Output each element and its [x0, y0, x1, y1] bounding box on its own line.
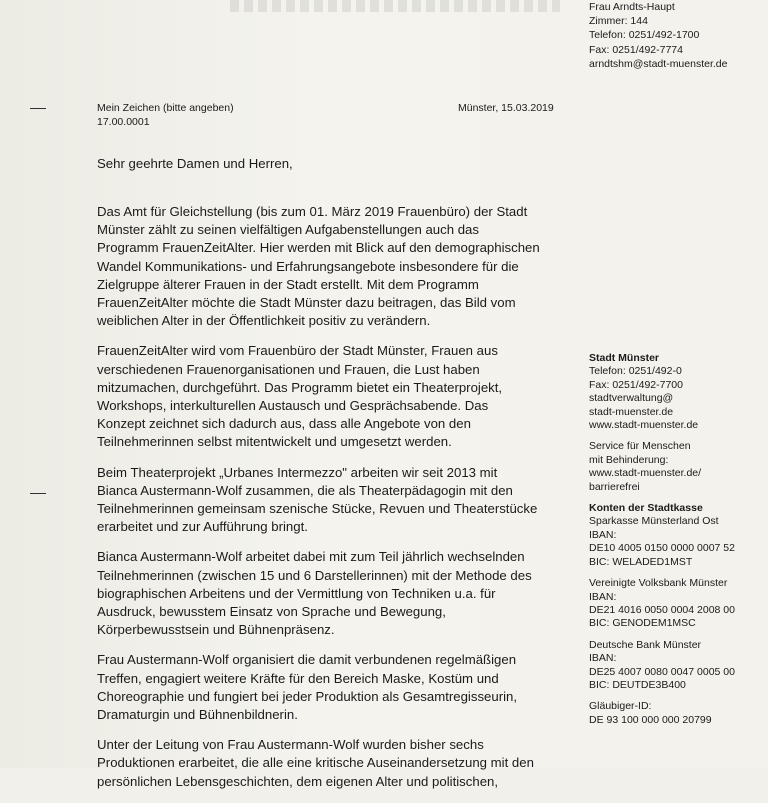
bank-name: Vereinigte Volksbank Münster	[589, 577, 728, 590]
paragraph-4	[97, 548, 572, 639]
bank-iban: DE10 4005 0150 0000 0007 52	[589, 542, 735, 555]
spacer	[589, 494, 765, 502]
letter-date: Münster, 15.03.2019	[458, 102, 554, 114]
bank-iban-label: IBAN:	[589, 528, 617, 541]
body-line: persönlichen Lebensgeschichten, dem eigenen Alter und politischen,	[97, 773, 499, 789]
bank-title: Konten der Stadtkasse	[589, 502, 703, 515]
body-line: Teilnehmerinnen gemeinsam szenische Stücke, Revuen und Theaterstücke	[97, 501, 538, 517]
body-line: Zielgruppe älterer Frauen in der Stadt erstellt. Mit dem Programm	[97, 276, 479, 292]
org-title: Stadt Münster	[589, 352, 660, 364]
bank-iban-label: IBAN:	[589, 590, 617, 603]
spacer	[589, 432, 765, 440]
body-line: weiblichen Alter in der Öffentlichkeit positiv zu verändern.	[97, 313, 431, 329]
faded-letterhead	[230, 0, 560, 12]
body-line: FrauenZeitAlter möchte die Stadt Münster dazu beitragen, das Bild vom	[97, 295, 516, 311]
body-line: verschiedenen Frauenorganisationen und Frauen, die Lust haben	[97, 361, 480, 377]
paragraph-5	[97, 651, 572, 724]
body-line: FrauenZeitAlter wird vom Frauenbüro der Stadt Münster, Frauen aus	[97, 343, 498, 359]
bank-iban: DE21 4016 0050 0004 2008 00	[589, 603, 735, 616]
body-line: Körperbewusstsein und Bühnenpräsenz.	[97, 622, 335, 638]
body-line: Beim Theaterprojekt „Urbanes Intermezzo" arbeiten wir seit 2013 mit	[97, 464, 498, 480]
paragraph-6	[97, 736, 572, 791]
spacer	[589, 569, 765, 577]
greeting: Sehr geehrte Damen und Herren,	[97, 156, 293, 171]
body-line: biographischen Arbeitens und der Vermittlung von Techniken u.a. für	[97, 585, 496, 601]
body-line: Frau Austermann-Wolf organisiert die damit verbundenen regelmäßigen	[97, 652, 517, 668]
body-line: Treffen, engagiert weitere Kräfte für den Bereich Maske, Kostüm und	[97, 670, 499, 686]
bank-iban-label: IBAN:	[589, 652, 617, 665]
creditor-label: Gläubiger-ID:	[589, 700, 652, 713]
contact-name: Frau Arndts-Haupt	[589, 1, 675, 13]
body-line: Unter der Leitung von Frau Austermann-Wolf wurden bisher sechs	[97, 737, 484, 753]
body-line: Programm FrauenZeitAlter. Hier werden mit Blick auf den demographischen	[97, 240, 540, 256]
letter-body	[97, 203, 572, 803]
service-line-1: Service für Menschen	[589, 440, 691, 453]
spacer	[589, 692, 765, 700]
body-line: Produktionen erarbeitet, die alle eine kritische Auseinandersetzung mit den	[97, 755, 534, 771]
contact-block	[589, 0, 727, 71]
body-line: Choreographie und fungiert bei jeder Produktion als Gesamtregisseurin,	[97, 688, 518, 704]
body-line: Teilnehmerinnen (zwischen 15 und 6 Darstellerinnen) mit der Methode des	[97, 567, 532, 583]
body-line: Konzept zeichnet sich dadurch aus, dass alle Angebote von den	[97, 416, 471, 432]
body-line: Teilnehmerinnen selbst mitentwickelt und umgesetzt werden.	[97, 434, 452, 450]
contact-fax: Fax: 0251/492-7774	[589, 43, 683, 56]
spacer	[589, 631, 765, 639]
org-fax: Fax: 0251/492-7700	[589, 378, 683, 391]
service-line-4: barrierefrei	[589, 480, 640, 493]
body-line: Workshops, interkulturellen Austausch und Gesprächsabende. Das	[97, 398, 489, 414]
service-line-3: www.stadt-muenster.de/	[589, 467, 702, 480]
contact-room: Zimmer: 144	[589, 15, 648, 28]
paragraph-2	[97, 342, 572, 451]
service-line-2: mit Behinderung:	[589, 453, 669, 466]
body-line: erarbeitet und zur Aufführung bringt.	[97, 519, 308, 535]
body-line: mitzumachen, durchgeführt. Das Programm bietet ein Theaterprojekt,	[97, 379, 503, 395]
org-email-2: stadt-muenster.de	[589, 405, 674, 418]
body-line: Münster zählt zu seinen vielfältigen Aufgabenstellungen auch das	[97, 222, 479, 238]
bank-bic: BIC: GENODEM1MSC	[589, 617, 696, 630]
fold-mark-bottom	[30, 493, 46, 494]
body-line: Wandel Kommunikations- und Erfahrungsangebote insbesondere für die	[97, 258, 519, 274]
contact-email: arndtshm@stadt-muenster.de	[589, 57, 728, 70]
body-line: Dramaturgin und Bühnenbildnerin.	[97, 707, 298, 723]
contact-phone: Telefon: 0251/492-1700	[589, 29, 700, 42]
fold-mark-top	[30, 108, 46, 109]
bank-name: Deutsche Bank Münster	[589, 638, 702, 651]
bank-name: Sparkasse Münsterland Ost	[589, 515, 719, 528]
paragraph-3	[97, 464, 572, 537]
sidebar-info	[589, 352, 765, 727]
reference-value: 17.00.0001	[97, 116, 150, 128]
org-phone: Telefon: 0251/492-0	[589, 365, 682, 378]
org-web: www.stadt-muenster.de	[589, 419, 699, 432]
bank-bic: BIC: DEUTDE3B400	[589, 678, 686, 691]
org-email-1: stadtverwaltung@	[589, 392, 674, 405]
body-line: Das Amt für Gleichstellung (bis zum 01. März 2019 Frauenbüro) der Stadt	[97, 204, 528, 219]
bank-bic: BIC: WELADED1MST	[589, 555, 693, 568]
bank-iban: DE25 4007 0080 0047 0005 00	[589, 665, 735, 678]
reference-label: Mein Zeichen (bitte angeben)	[97, 102, 234, 114]
body-line: Ausdruck, bewusstem Einsatz von Sprache und Bewegung,	[97, 604, 446, 620]
body-line: Bianca Austermann-Wolf arbeitet dabei mit zum Teil jährlich wechselnden	[97, 549, 525, 565]
body-line: Bianca Austermann-Wolf zusammen, die als Theaterpädagogin mit den	[97, 482, 513, 498]
creditor-id: DE 93 100 000 000 20799	[589, 713, 712, 726]
paragraph-1	[97, 203, 572, 330]
